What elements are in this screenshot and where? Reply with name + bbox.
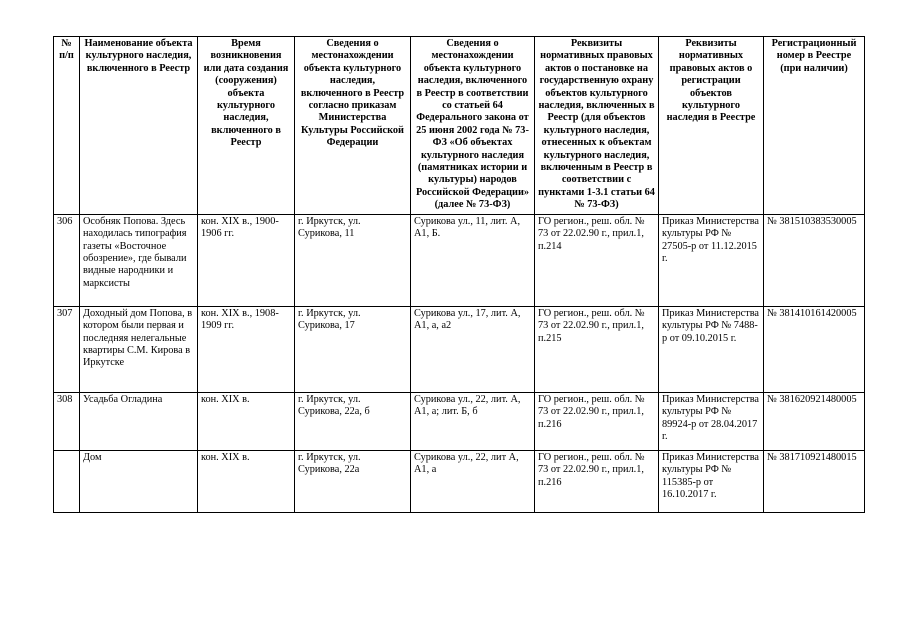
cell-registration-act: Приказ Министерства культуры РФ № 115385-р от 16.10.2017 г. — [659, 450, 764, 512]
cell-name: Усадьба Огладина — [80, 392, 198, 450]
header-location-law: Сведения о местонахождении объекта культурного наследия, включенного в Реестр в соответствии со статьей 64 Федерального закона от 25 июня 2002 года № 73-ФЗ «Об объектах культурного наследия (памятниках истории и культуры) народов Российской Федерации» (далее № 73-ФЗ) — [411, 37, 535, 215]
cell-name: Доходный дом Попова, в котором были первая и последняя нелегальные квартиры С.М. Кирова в Иркутске — [80, 306, 198, 392]
cell-reg-number: № 381710921480015 — [764, 450, 865, 512]
cell-date: кон. XIX в., 1900-1906 гг. — [198, 214, 295, 306]
cell-name: Особняк Попова. Здесь находилась типография газеты «Восточное обозрение», где бывали видные народники и марксисты — [80, 214, 198, 306]
cell-reg-number: № 381620921480005 — [764, 392, 865, 450]
table-row — [54, 306, 865, 392]
header-date: Время возникновения или дата создания (сооружения) объекта культурного наследия, включенного в Реестр — [198, 37, 295, 215]
header-protection-act: Реквизиты нормативных правовых актов о постановке на государственную охрану объектов культурного наследия, включенных в Реестр (для объектов культурного наследия, отнесенных к объектам культурного наследия, включенным в Реестр в соответствии с пунктами 1-3.1 статьи 64 № 73-ФЗ) — [535, 37, 659, 215]
cell-name: Дом — [80, 450, 198, 512]
cell-location-law: Сурикова ул., 17, лит. А, А1, а, а2 — [411, 306, 535, 392]
cell-protection-act: ГО регион., реш. обл. № 73 от 22.02.90 г., прил.1, п.216 — [535, 392, 659, 450]
cell-location-order: г. Иркутск, ул. Сурикова, 11 — [295, 214, 411, 306]
cell-location-order: г. Иркутск, ул. Сурикова, 22а — [295, 450, 411, 512]
cell-date: кон. XIX в. — [198, 392, 295, 450]
cell-number: 307 — [54, 306, 80, 392]
cell-reg-number: № 381410161420005 — [764, 306, 865, 392]
cell-registration-act: Приказ Министерства культуры РФ № 89924-р от 28.04.2017 г. — [659, 392, 764, 450]
header-number: № п/п — [54, 37, 80, 215]
cell-number: 306 — [54, 214, 80, 306]
cell-location-law: Сурикова ул., 22, лит А, А1, а — [411, 450, 535, 512]
header-location-order: Сведения о местонахождении объекта культурного наследия, включенного в Реестр согласно приказам Министерства Культуры Российской Федерации — [295, 37, 411, 215]
cell-location-law: Сурикова ул., 11, лит. А, А1, Б. — [411, 214, 535, 306]
table-header-row — [54, 37, 865, 215]
cell-protection-act: ГО регион., реш. обл. № 73 от 22.02.90 г., прил.1, п.215 — [535, 306, 659, 392]
cell-number — [54, 450, 80, 512]
cell-location-law: Сурикова ул., 22, лит. А, А1, а; лит. Б, б — [411, 392, 535, 450]
cell-protection-act: ГО регион., реш. обл. № 73 от 22.02.90 г., прил.1, п.214 — [535, 214, 659, 306]
cell-registration-act: Приказ Министерства культуры РФ № 27505-р от 11.12.2015 г. — [659, 214, 764, 306]
header-name: Наименование объекта культурного наследия, включенного в Реестр — [80, 37, 198, 215]
cell-date: кон. XIX в. — [198, 450, 295, 512]
table-row — [54, 450, 865, 512]
cell-location-order: г. Иркутск, ул. Сурикова, 17 — [295, 306, 411, 392]
header-registration-act: Реквизиты нормативных правовых актов о регистрации объектов культурного наследия в Реестре — [659, 37, 764, 215]
cell-number: 308 — [54, 392, 80, 450]
cell-protection-act: ГО регион., реш. обл. № 73 от 22.02.90 г., прил.1, п.216 — [535, 450, 659, 512]
cell-reg-number: № 381510383530005 — [764, 214, 865, 306]
table-row — [54, 214, 865, 306]
table-row — [54, 392, 865, 450]
cell-location-order: г. Иркутск, ул. Сурикова, 22а, б — [295, 392, 411, 450]
header-reg-number: Регистрационный номер в Реестре (при наличии) — [764, 37, 865, 215]
heritage-registry-table — [53, 36, 865, 513]
cell-date: кон. XIX в., 1908-1909 гг. — [198, 306, 295, 392]
cell-registration-act: Приказ Министерства культуры РФ № 7488-р от 09.10.2015 г. — [659, 306, 764, 392]
